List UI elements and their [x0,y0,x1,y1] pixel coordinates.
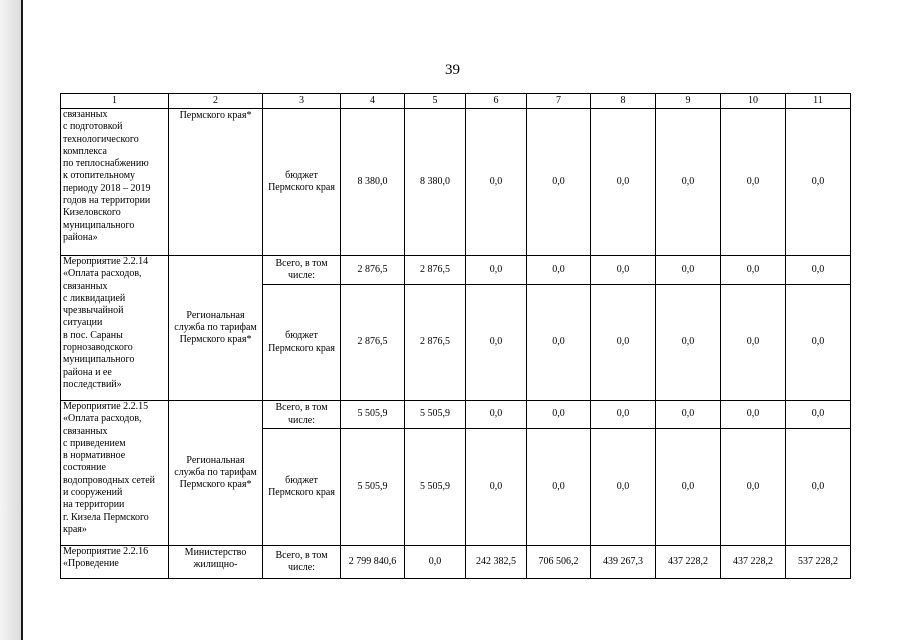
source-cell [263,546,341,579]
header-row [61,94,851,109]
activity-line: муниципального [63,219,135,231]
value-cell: 8 380,0 [341,109,405,256]
value-cell: 0,0 [656,429,721,546]
source-line: Всего, в том [275,402,328,414]
activity-line: технологического [63,133,139,145]
executor-line: Пермского края* [179,479,252,491]
source-cell [263,256,341,285]
column-header: 1 [61,94,169,109]
value-cell: 0,0 [466,109,527,256]
value-cell: 2 799 840,6 [341,546,405,579]
activity-line: Мероприятие 2.2.14 [63,256,149,267]
source-line: бюджет [285,474,318,486]
activity-line: водопроводных сетей [63,474,155,486]
executor-line: служба по тарифам [174,466,257,478]
table-row [61,401,851,429]
value-cell: 0,0 [591,109,656,256]
source-line: Пермского края [268,487,335,498]
source-line: Всего, в том [275,257,328,269]
activity-line: ситуации [63,317,103,329]
column-header: 6 [466,94,527,109]
activity-line: «Оплата расходов, [63,413,142,425]
value-cell: 0,0 [591,401,656,429]
source-cell [263,285,341,401]
column-header: 10 [721,94,786,109]
activity-line: чрезвычайной [63,305,124,317]
value-cell: 5 505,9 [405,429,466,546]
column-header: 11 [786,94,851,109]
activity-line: на территории [63,499,125,511]
source-line: бюджет [285,169,318,181]
column-header: 3 [263,94,341,109]
activity-cell [61,109,169,256]
value-cell: 0,0 [786,429,851,546]
activity-line: «Проведение [63,558,119,570]
activity-line: Мероприятие 2.2.16 [63,546,149,557]
activity-cell [61,401,169,546]
scan-shadow [0,0,21,640]
value-cell: 0,0 [466,429,527,546]
value-cell: 0,0 [721,109,786,256]
budget-table [60,93,851,579]
value-cell: 2 876,5 [405,256,466,285]
value-cell: 0,0 [786,109,851,256]
value-cell: 0,0 [527,401,591,429]
value-cell: 0,0 [786,401,851,429]
value-cell: 0,0 [591,429,656,546]
value-cell: 537 228,2 [786,546,851,579]
value-cell: 0,0 [721,401,786,429]
value-cell: 0,0 [721,256,786,285]
executor-cell [169,109,263,256]
value-cell: 0,0 [721,285,786,401]
activity-line: в нормативное [63,450,126,462]
executor-cell [169,401,263,546]
activity-line: края» [63,523,87,535]
table-row [61,109,851,256]
activity-line: с ликвидацией [63,292,126,304]
value-cell: 0,0 [656,109,721,256]
column-header: 7 [527,94,591,109]
value-cell: 706 506,2 [527,546,591,579]
value-cell: 0,0 [527,285,591,401]
value-cell: 242 382,5 [466,546,527,579]
activity-line: горнозаводского [63,342,133,354]
activity-cell [61,256,169,401]
source-line: числе: [287,270,316,281]
executor-cell [169,256,263,401]
activity-line: последствий» [63,378,122,390]
activity-line: годов на территории [63,195,151,207]
value-cell: 0,0 [527,429,591,546]
value-cell: 5 505,9 [405,401,466,429]
page-number: 39 [445,62,460,78]
activity-line: «Оплата расходов, [63,268,142,280]
value-cell: 0,0 [405,546,466,579]
activity-line: района и ее [63,366,112,378]
value-cell: 2 876,5 [341,256,405,285]
scan-edge [21,0,23,640]
executor-line: служба по тарифам [174,321,257,333]
source-cell [263,401,341,429]
executor-line: Региональная [186,454,245,466]
activity-line: связанных [63,280,108,292]
activity-line: и сооружений [63,487,123,499]
table-row [61,256,851,285]
value-cell: 5 505,9 [341,429,405,546]
executor-line: Пермского края* [179,334,252,346]
source-cell [263,109,341,256]
value-cell: 0,0 [591,256,656,285]
value-cell: 2 876,5 [341,285,405,401]
column-header: 9 [656,94,721,109]
executor-line: жилищно- [193,559,238,571]
source-line: числе: [287,562,316,573]
activity-line: периоду 2018 – 2019 [63,182,151,194]
value-cell: 0,0 [466,285,527,401]
activity-line: с подготовкой [63,121,123,133]
value-cell: 0,0 [786,285,851,401]
activity-line: состояние [63,462,106,474]
value-cell: 0,0 [466,256,527,285]
source-line: Пермского края [268,342,335,354]
source-line: бюджет [285,330,318,342]
source-line: Всего, в том [275,549,328,561]
value-cell: 8 380,0 [405,109,466,256]
column-header: 5 [405,94,466,109]
executor-cell [169,546,263,579]
activity-line: Мероприятие 2.2.15 [63,401,149,412]
value-cell: 0,0 [656,256,721,285]
value-cell: 437 228,2 [656,546,721,579]
value-cell: 0,0 [527,256,591,285]
column-header: 8 [591,94,656,109]
value-cell: 2 876,5 [405,285,466,401]
value-cell: 5 505,9 [341,401,405,429]
activity-line: г. Кизела Пермского [63,511,149,523]
value-cell: 437 228,2 [721,546,786,579]
activity-line: связанных [63,109,108,120]
source-line: числе: [287,414,316,426]
activity-line: в пос. Сараны [63,329,123,341]
executor-line: Региональная [186,309,245,321]
activity-line: комплекса [63,145,107,157]
column-header: 4 [341,94,405,109]
executor-line: Министерство [184,547,247,558]
value-cell: 0,0 [786,256,851,285]
activity-line: связанных [63,425,108,437]
activity-cell [61,546,169,579]
value-cell: 0,0 [721,429,786,546]
source-line: Пермского края [268,182,335,193]
activity-line: к отопительному [63,170,136,182]
executor-line: Пермского края* [179,110,252,121]
source-cell [263,429,341,546]
table-row [61,546,851,579]
activity-line: с приведением [63,437,126,449]
column-header: 2 [169,94,263,109]
value-cell: 0,0 [591,285,656,401]
value-cell: 0,0 [466,401,527,429]
value-cell: 0,0 [656,285,721,401]
activity-line: муниципального [63,354,135,366]
value-cell: 439 267,3 [591,546,656,579]
activity-line: Кизеловского [63,207,121,219]
activity-line: района» [63,231,98,243]
activity-line: по теплоснабжению [63,158,149,170]
value-cell: 0,0 [656,401,721,429]
value-cell: 0,0 [527,109,591,256]
